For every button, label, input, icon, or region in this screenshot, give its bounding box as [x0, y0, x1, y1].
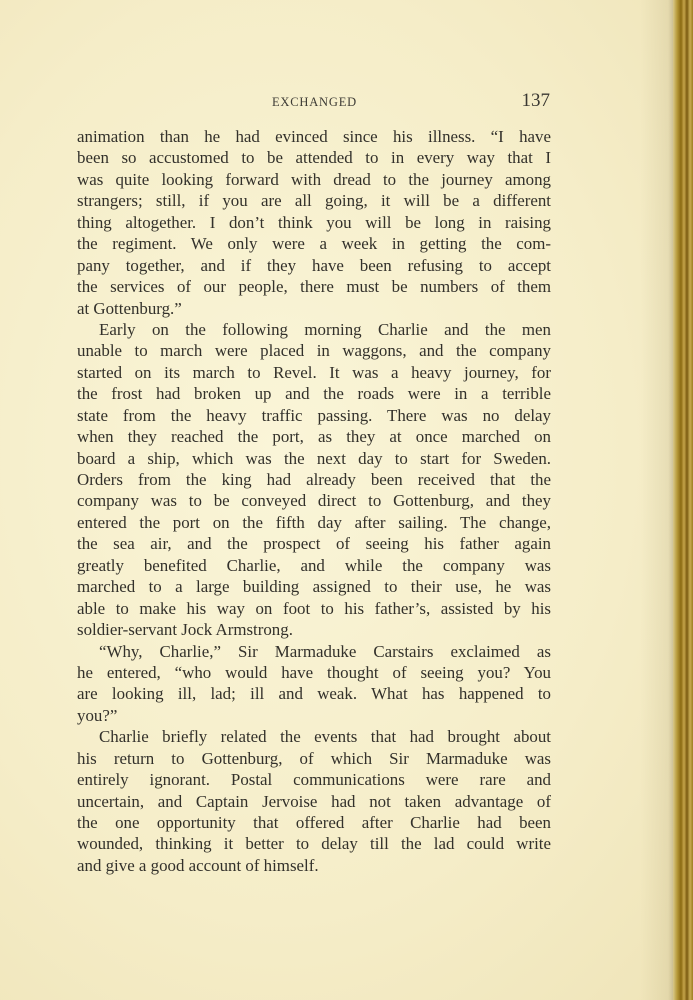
text-line: animation than he had evinced since his illness. “I have — [77, 127, 551, 146]
text-line: entirely ignorant. Postal communications were rare and — [77, 770, 551, 790]
body-text — [77, 126, 551, 876]
text-line: and give a good account of himself. — [77, 855, 319, 875]
text-line: his return to Gottenburg, of which Sir Marmaduke was — [77, 748, 551, 768]
text-line: “Why, Charlie,” Sir Marmaduke Carstairs exclaimed as — [99, 641, 551, 661]
text-line: started on its march to Revel. It was a heavy journey, for — [77, 362, 551, 382]
text-line: greatly benefited Charlie, and while the company was — [77, 555, 551, 575]
text-line: uncertain, and Captain Jervoise had not taken advantage of — [77, 791, 551, 811]
text-line: marched to a large building assigned to their use, he was — [77, 577, 551, 597]
text-line: wounded, thinking it better to delay till the lad could write — [77, 834, 551, 854]
text-line: company was to be conveyed direct to Gottenburg, and they — [77, 491, 551, 511]
running-head-title: EXCHANGED — [272, 95, 357, 109]
text-line: soldier-servant Jock Armstrong. — [77, 620, 293, 640]
text-line: pany together, and if they have been refusing to accept — [77, 255, 551, 275]
text-line: board a ship, which was the next day to start for Sweden. — [77, 448, 551, 468]
text-line: state from the heavy traffic passing. There was no delay — [77, 405, 551, 425]
text-line: when they reached the port, as they at once marched on — [77, 427, 551, 447]
text-line: unable to march were placed in waggons, and the company — [77, 341, 551, 361]
text-line: the frost had broken up and the roads were in a terrible — [77, 384, 551, 404]
text-line: are looking ill, lad; ill and weak. What has happened to — [77, 684, 551, 704]
text-line: strangers; still, if you are all going, it will be a different — [77, 191, 551, 211]
text-line: Charlie briefly related the events that had brought about — [99, 727, 551, 747]
text-line: Orders from the king had already been received that the — [77, 470, 551, 489]
text-line: at Gottenburg.” — [77, 298, 182, 318]
text-line: been so accustomed to be attended to in every way that I — [77, 148, 551, 168]
text-line: you?” — [77, 705, 118, 725]
book-spine-edge — [673, 0, 693, 1000]
page-number: 137 — [521, 90, 550, 111]
text-line: the services of our people, there must be numbers of them — [77, 277, 551, 297]
running-head — [77, 90, 550, 114]
text-line: entered the port on the fifth day after sailing. The change, — [77, 512, 551, 532]
text-line: able to make his way on foot to his father’s, assisted by his — [77, 598, 551, 618]
text-line: the regiment. We only were a week in getting the com- — [77, 234, 551, 254]
text-line: he entered, “who would have thought of seeing you? You — [77, 662, 551, 682]
text-line: the one opportunity that offered after Charlie had been — [77, 813, 551, 832]
text-line: Early on the following morning Charlie and the men — [99, 319, 551, 339]
text-line: thing altogether. I don’t think you will be long in raising — [77, 212, 551, 232]
text-line: was quite looking forward with dread to the journey among — [77, 169, 551, 189]
text-line: the sea air, and the prospect of seeing his father again — [77, 534, 551, 554]
